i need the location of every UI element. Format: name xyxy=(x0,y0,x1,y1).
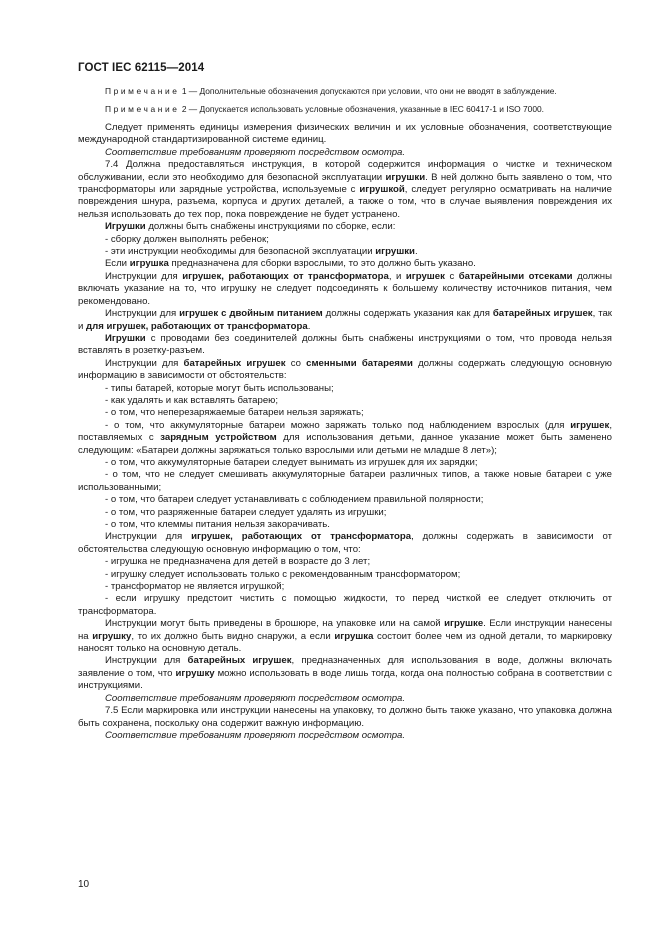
term-emphasis: игрушкой xyxy=(359,184,405,196)
text-run: Инструкции для xyxy=(105,270,183,282)
term-emphasis: Игрушки xyxy=(105,332,146,344)
text-run: - о том, что аккумуляторные батареи следует вынимать из игрушек для их зарядки; xyxy=(105,456,478,468)
term-emphasis: игрушки xyxy=(375,246,415,258)
text-run: , и xyxy=(388,270,406,282)
text-run: можно использовать в воде лишь тогда, когда она полностью собрана в соответствии с инструкциями. xyxy=(78,667,613,692)
text-run: Инструкции для xyxy=(105,531,192,543)
paragraph xyxy=(78,693,612,705)
paragraph xyxy=(78,308,612,333)
text-run: должны содержать следующую основную информацию в зависимости от обстоятельств: xyxy=(78,357,612,382)
term-emphasis: игрушек xyxy=(405,270,445,282)
text-run: 7.4 Должна предоставляться инструкция, в которой содержится информация о чистке и техническом обслуживании, если это необходимо для безопасной эксплуатации xyxy=(78,159,612,183)
term-emphasis: игрушку xyxy=(92,630,132,642)
text-run: . xyxy=(414,246,418,258)
text-run: - эти инструкции необходимы для безопасной эксплуатации xyxy=(105,246,376,258)
list-item xyxy=(78,246,612,258)
text-run: - о том, что батареи следует устанавливать с соблюдением правильной полярности; xyxy=(105,494,484,506)
text-run: - игрушку следует использовать только с рекомендованным трансформатором; xyxy=(105,568,461,580)
term-emphasis: зарядным устройством xyxy=(160,432,277,444)
term-emphasis: игрушки xyxy=(385,171,426,183)
page-header: ГОСТ IEC 62115—2014 xyxy=(78,62,205,74)
term-emphasis: игрушек xyxy=(570,419,610,431)
list-item xyxy=(78,383,612,395)
text-run: со xyxy=(290,357,307,369)
list-item xyxy=(78,556,612,568)
text-run: Примечание xyxy=(105,86,180,96)
paragraph xyxy=(78,618,612,655)
term-emphasis: батарейными отсеками xyxy=(458,270,573,282)
text-run: Инструкции могут быть приведены в брошюре, на упаковке или на самой xyxy=(105,618,445,630)
paragraph xyxy=(78,258,612,270)
text-run: - сборку должен выполнять ребенок; xyxy=(105,233,269,245)
text-run: - о том, что разряженные батареи следует удалять из игрушки; xyxy=(105,506,387,518)
text-run: - о том, что не следует смешивать аккумуляторные батареи различных типов, а также новые батареи с уже использованными; xyxy=(78,469,612,493)
text-run: Примечание xyxy=(105,104,180,114)
list-item xyxy=(78,494,612,506)
list-item xyxy=(78,469,612,494)
text-run: должны включать указание на то, что игрушку не следует подсоединять к большему количеству источников питания, чем рекомендовано. xyxy=(78,270,612,307)
paragraph xyxy=(78,358,612,383)
note-paragraph xyxy=(78,104,612,115)
list-item xyxy=(78,395,612,407)
text-run: 2 — Допускается использовать условные обозначения, указанные в IEC 60417-1 и ISO 7000. xyxy=(181,104,544,114)
paragraph xyxy=(78,730,612,742)
text-run: 7.5 Если маркировка или инструкции нанесены на упаковку, то должно быть также указано, что упаковка должна быть сохранена, поскольку она содержит важную информацию. xyxy=(78,705,612,729)
text-run: . Если инструкции нанесены на xyxy=(78,618,612,642)
text-run: . В ней должно быть заявлено о том, что трансформаторы или зарядные устройства, используемые с xyxy=(78,171,612,196)
text-run: Инструкции для xyxy=(105,655,188,667)
text-run: для использования детьми, данное указание может быть заменено следующим: «Батареи должны заряжаться только взрослыми или детьми не младше 8 лет»); xyxy=(78,432,613,456)
text-run: . xyxy=(307,320,311,332)
term-emphasis: игрушка xyxy=(334,630,374,642)
list-item xyxy=(78,569,612,581)
paragraph xyxy=(78,159,612,221)
paragraph xyxy=(78,531,612,556)
paragraph xyxy=(78,655,612,692)
list-item xyxy=(78,519,612,531)
term-emphasis: игрушек, работающих от трансформатора xyxy=(182,270,389,282)
term-emphasis: игрушке xyxy=(444,618,484,630)
text-run: - о том, что неперезаряжаемые батареи нельзя заряжать; xyxy=(105,407,364,419)
list-item xyxy=(78,581,612,593)
text-run: с xyxy=(449,270,459,282)
text-run: должны содержать указания как для xyxy=(325,308,493,320)
text-run: - как удалять и как вставлять батарею; xyxy=(105,394,279,406)
list-item xyxy=(78,407,612,419)
term-emphasis: игрушек, работающих от трансформатора xyxy=(191,531,412,543)
text-run: Соответствие требованиям проверяют посредством осмотра. xyxy=(105,729,406,741)
text-run: с проводами без соединителей должны быть снабжены инструкциями о том, что провода нельзя вставлять в розетку-разъем. xyxy=(78,332,612,357)
text-run: 1 — Дополнительные обозначения допускаются при условии, что они не вводят в заблуждение. xyxy=(181,86,557,96)
term-emphasis: Игрушки xyxy=(105,221,146,233)
list-item xyxy=(78,420,612,457)
text-run: - игрушка не предназначена для детей в возрасте до 3 лет; xyxy=(105,556,371,568)
term-emphasis: игрушку xyxy=(175,667,215,679)
text-run: , так и xyxy=(78,308,613,332)
list-item xyxy=(78,507,612,519)
text-run: - трансформатор не является игрушкой; xyxy=(105,581,285,593)
term-emphasis: для игрушек, работающих от трансформатора xyxy=(86,320,308,332)
paragraph xyxy=(78,271,612,308)
paragraph xyxy=(78,122,612,147)
term-emphasis: батарейных игрушек xyxy=(187,655,292,667)
term-emphasis: сменными батареями xyxy=(306,357,413,369)
text-run: - если игрушку предстоит чистить с помощью жидкости, то перед чисткой ее следует отключить от трансформатора. xyxy=(78,593,612,617)
text-run: Инструкции для xyxy=(105,357,184,369)
list-item xyxy=(78,593,612,618)
list-item xyxy=(78,234,612,246)
text-run: , предназначенных для использования в воде, должны включать заявление о том, что xyxy=(78,655,612,679)
list-item xyxy=(78,457,612,469)
paragraph xyxy=(78,221,612,233)
text-run: , следует регулярно осматривать на наличие повреждения шнура, разъема, корпуса и других деталей, а также о том, что в случае выявления повреждения их нельзя использовать до тех пор, пока повреждение не будет устранено. xyxy=(78,184,612,220)
text-run: Соответствие требованиям проверяют посредством осмотра. xyxy=(105,146,406,158)
term-emphasis: батарейных игрушек xyxy=(183,357,286,369)
text-run: предназначена для сборки взрослыми, то это должно быть указано. xyxy=(171,258,476,270)
document-body xyxy=(78,86,612,742)
paragraph xyxy=(78,147,612,159)
text-run: - о том, что аккумуляторные батареи можно заряжать только под наблюдением взрослых (для xyxy=(105,419,571,431)
term-emphasis: игрушка xyxy=(129,258,169,270)
text-run: - типы батарей, которые могут быть использованы; xyxy=(105,382,334,394)
paragraph xyxy=(78,705,612,730)
term-emphasis: батарейных игрушек xyxy=(492,308,593,320)
note-paragraph xyxy=(78,86,612,97)
text-run: Инструкции для xyxy=(105,308,180,320)
paragraph xyxy=(78,333,612,358)
text-run: , должны содержать в зависимости от обстоятельства следующую основную информацию о том, что: xyxy=(78,531,612,555)
text-run: Если xyxy=(105,258,130,270)
text-run: - о том, что клеммы питания нельзя закорачивать. xyxy=(105,519,330,530)
text-run: , то их должно быть видно снаружи, а если xyxy=(131,630,335,642)
page-number: 10 xyxy=(78,879,90,890)
text-run: состоит более чем из одной детали, то маркировку наносят только на основную деталь. xyxy=(78,630,612,655)
text-run: , поставляемых с xyxy=(78,419,612,444)
text-run: Соответствие требованиям проверяют посредством осмотра. xyxy=(105,692,406,704)
text-run: Следует применять единицы измерения физических величин и их условные обозначения, соответствующие международной стандартизированной системе единиц. xyxy=(78,122,612,146)
term-emphasis: игрушек с двойным питанием xyxy=(179,308,323,320)
text-run: должны быть снабжены инструкциями по сборке, если: xyxy=(148,221,396,233)
